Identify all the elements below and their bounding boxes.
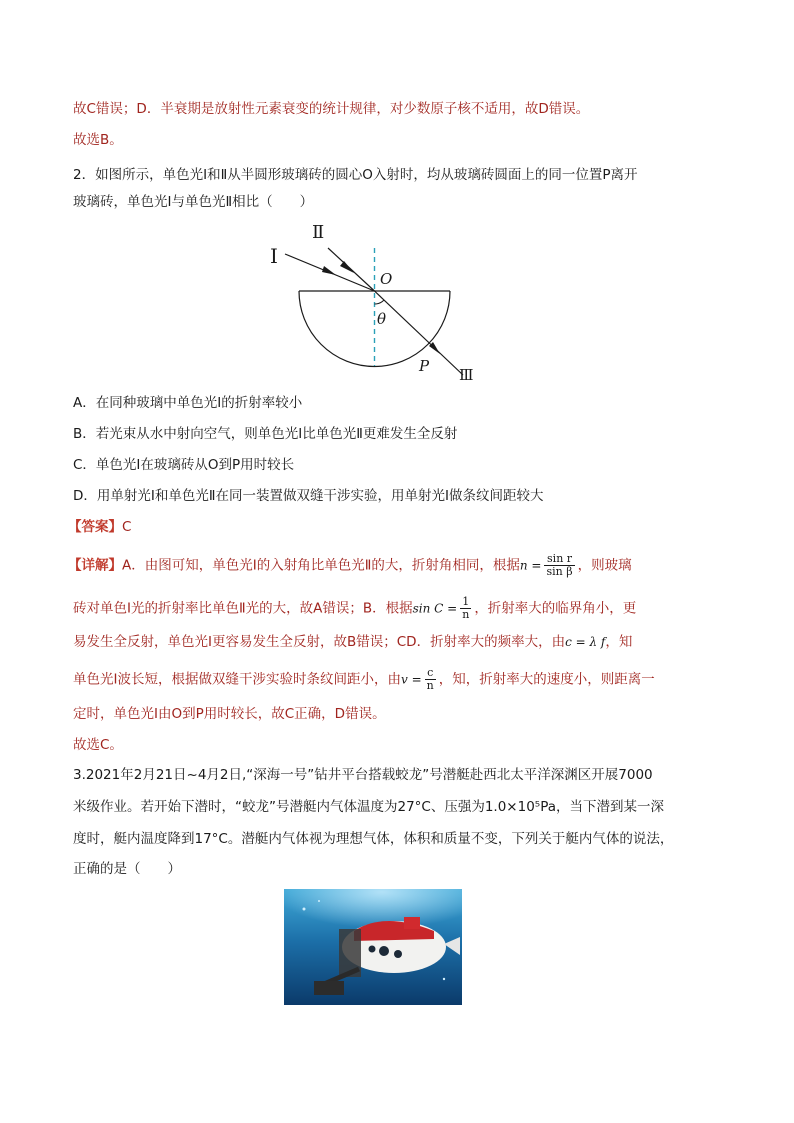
ray-I-arrow <box>322 266 336 275</box>
formula-critical-den: n <box>462 608 470 621</box>
formula-snell-num: sin r <box>544 553 574 566</box>
submarine-sail <box>404 917 420 929</box>
q2-answer <box>68 517 131 537</box>
q2-stem-line2: 玻璃砖，单色光Ⅰ与单色光Ⅱ相比（ ） <box>73 194 314 210</box>
formula-speed-den: n <box>426 679 434 692</box>
ray-II-arrow <box>340 261 354 273</box>
q2-option-a: A．在同种玻璃中单色光Ⅰ的折射率较小 <box>73 395 303 411</box>
label-ray-II: Ⅱ <box>312 222 325 243</box>
detail-l2b: ，折射率大的临界角小，更 <box>474 600 637 617</box>
detail-l3b: ，知 <box>605 634 633 650</box>
label-ray-I: Ⅰ <box>270 244 278 268</box>
answer-value: C <box>122 519 132 535</box>
bubble <box>443 978 445 980</box>
label-theta: θ <box>377 310 387 328</box>
q2-detail-line4 <box>73 667 655 692</box>
formula-speed <box>425 667 436 692</box>
formula-snell <box>544 553 574 578</box>
porthole-3 <box>369 946 376 953</box>
detail-l2a: 砖对单色Ⅰ光的折射率比单色Ⅱ光的大，故A错误；B．根据 <box>73 600 413 617</box>
label-center-O: O <box>380 270 393 288</box>
q3-stem-line2: 米级作业。若开始下潜时，“蛟龙”号潜艇内气体温度为27°C、压强为1.0×10⁵Pa，当下潜到某一深 <box>73 799 665 815</box>
q2-option-c: C．单色光Ⅰ在玻璃砖从O到P用时较长 <box>73 457 295 473</box>
bubble <box>318 900 320 902</box>
bubble <box>303 908 306 911</box>
answer-tag: 【答案】 <box>68 519 122 535</box>
ray-II <box>328 248 375 291</box>
q2-option-d: D．用单射光Ⅰ和单色光Ⅱ在同一装置做双缝干涉实验，用单射光Ⅰ做条纹间距较大 <box>73 488 544 504</box>
q1-final-answer: 故选B。 <box>73 132 123 148</box>
formula-v: v = <box>400 672 422 687</box>
detail-l1a: A．由图可知，单色光Ⅰ的入射角比单色光Ⅱ的大，折射角相同，根据 <box>122 557 520 574</box>
q2-detail-line2 <box>73 596 636 621</box>
label-P: P <box>419 357 430 375</box>
q2-conclusion: 故选C。 <box>73 737 123 753</box>
q2-detail-line1 <box>68 553 632 578</box>
submarine-photo <box>284 889 462 1005</box>
formula-critical-num: 1 <box>460 596 471 609</box>
theta-arc <box>375 300 385 304</box>
porthole-2 <box>394 950 402 958</box>
formula-critical <box>460 596 471 621</box>
q2-option-b: B．若光束从水中射向空气，则单色光Ⅰ比单色光Ⅱ更难发生全反射 <box>73 426 458 442</box>
formula-snell-den: sin β <box>546 565 573 578</box>
formula-wave: c = λ f <box>565 635 606 649</box>
formula-sinC: sin C = <box>412 601 458 616</box>
q3-stem-line3: 度时，艇内温度降到17°C。潜艇内气体视为理想气体，体积和质量不变，下列关于艇内气体的说法， <box>73 831 674 847</box>
sampling-basket <box>314 981 344 995</box>
detail-l4a: 单色光Ⅰ波长短，根据做双缝干涉实验时条纹间距小，由 <box>73 671 401 688</box>
detail-tag: 【详解】 <box>68 557 122 574</box>
q3-stem-line1: 3.2021年2月21日~4月2日,“深海一号”钻井平台搭载蛟龙”号潜艇赴西北太平洋深渊区开展7000 <box>73 767 653 783</box>
detail-l3a: 易发生全反射，单色光Ⅰ更容易发生全反射，故B错误；CD．折射率大的频率大，由 <box>73 634 566 650</box>
detail-l1b: ，则玻璃 <box>577 557 632 574</box>
q2-detail-line5: 定时，单色光Ⅰ由O到P用时较长，故C正确，D错误。 <box>73 706 386 722</box>
porthole-1 <box>379 946 389 956</box>
q1-conclusion-line: 故C错误；D．半衰期是放射性元素衰变的统计规律，对少数原子核不适用，故D错误。 <box>73 101 590 117</box>
q2-stem-line1: 2．如图所示，单色光Ⅰ和Ⅱ从半圆形玻璃砖的圆心O入射时，均从玻璃砖圆面上的同一位置P离开 <box>73 167 638 183</box>
formula-n: n = <box>519 558 542 573</box>
detail-l4b: ，知，折射率大的速度小，则距离一 <box>438 671 655 688</box>
q2-detail-line3 <box>73 632 632 652</box>
label-ray-III: Ⅲ <box>459 366 474 384</box>
formula-speed-num: c <box>425 667 436 680</box>
q3-stem-line4: 正确的是（ ） <box>73 861 181 877</box>
refraction-diagram <box>262 218 492 388</box>
